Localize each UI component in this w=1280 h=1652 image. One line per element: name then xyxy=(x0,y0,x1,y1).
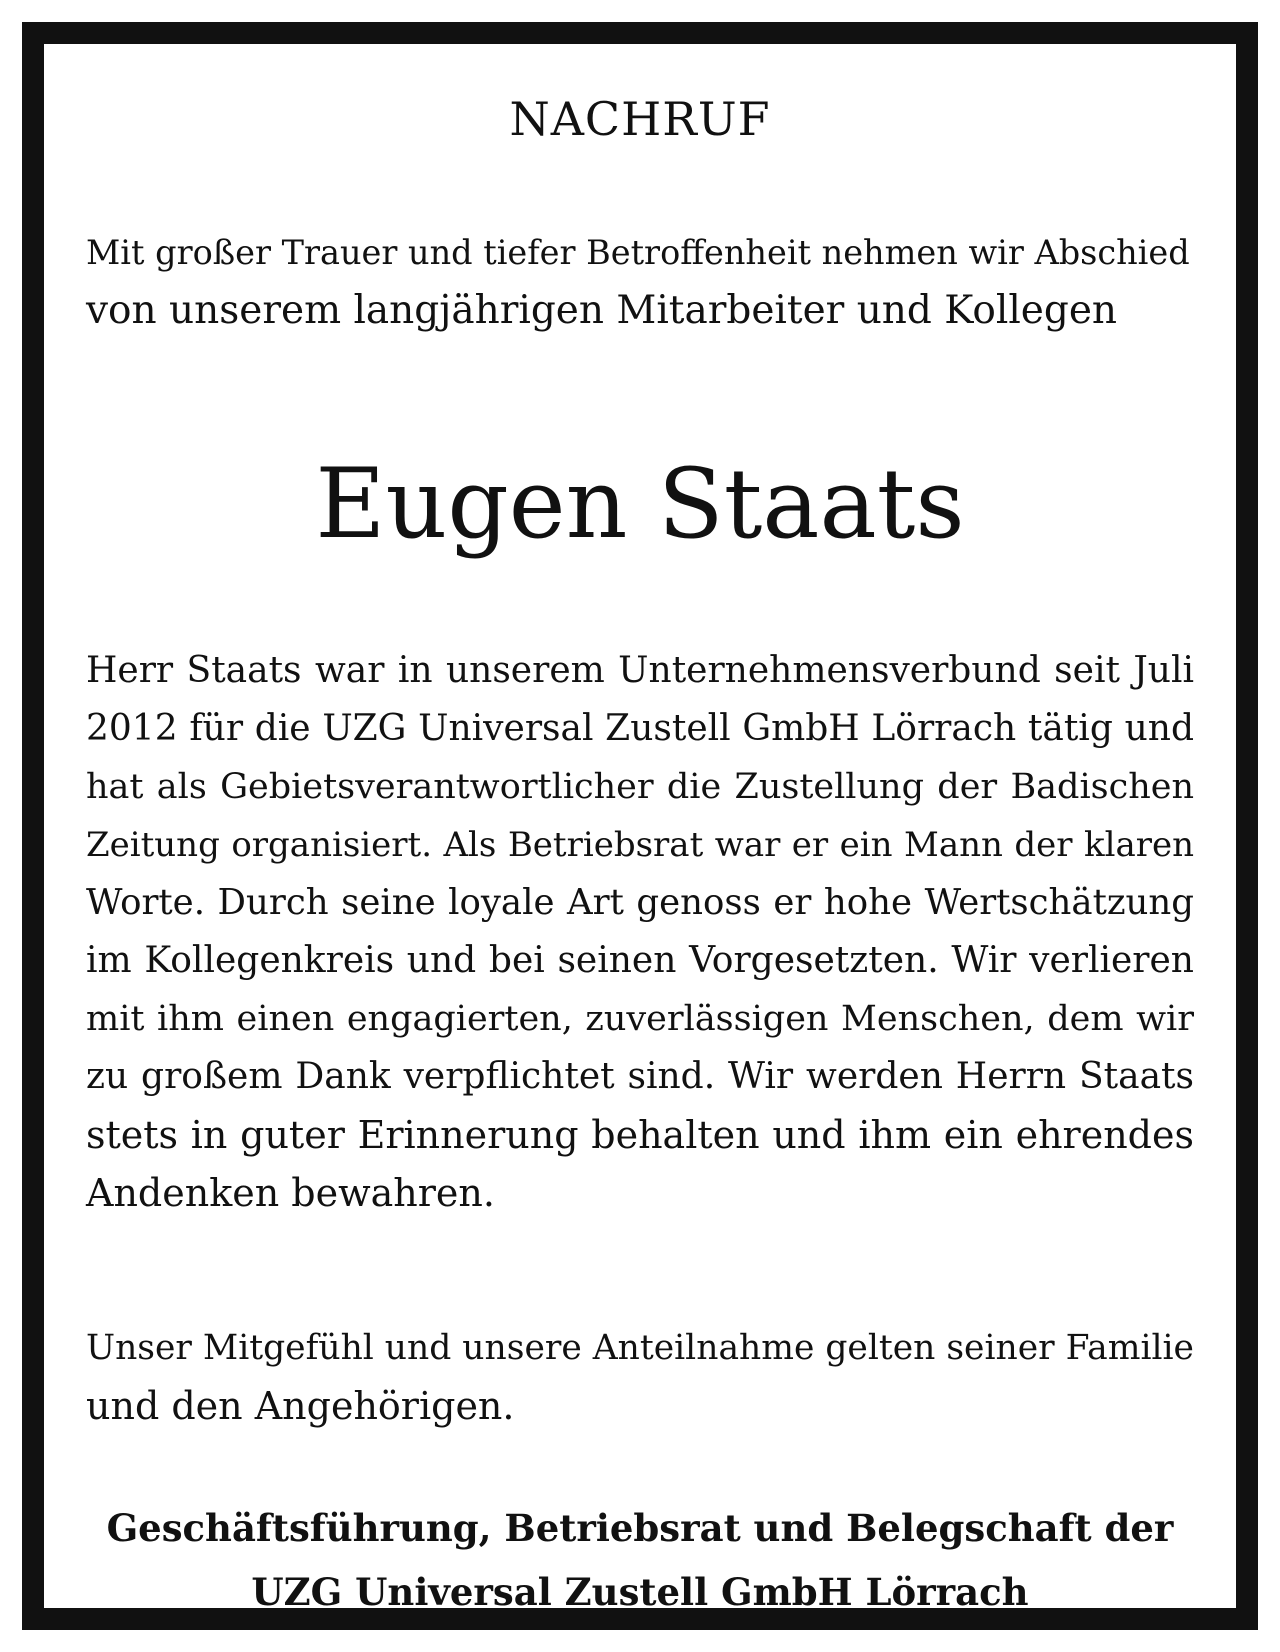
intro-paragraph xyxy=(86,224,1194,340)
tribute-line: im Kollegenkreis und bei seinen Vorgesetzten. Wir verlieren xyxy=(86,940,1194,981)
deceased-name: Eugen Staats xyxy=(315,448,965,560)
signature-line: UZG Universal Zustell GmbH Lörrach xyxy=(251,1570,1029,1614)
obituary-frame xyxy=(22,22,1258,1630)
intro-line: von unserem langjährigen Mitarbeiter und Kollegen xyxy=(86,288,1118,333)
tribute-paragraph xyxy=(86,642,1194,1222)
signature-line: Geschäftsführung, Betriebsrat und Belegschaft der xyxy=(106,1506,1174,1550)
tribute-line: zu großem Dank verpflichtet sind. Wir werden Herrn Staats xyxy=(86,1056,1194,1097)
condolence-line: Unser Mitgefühl und unsere Anteilnahme gelten seiner Familie xyxy=(86,1328,1194,1368)
signature-block xyxy=(86,1496,1194,1624)
intro-line: Mit großer Trauer und tiefer Betroffenheit nehmen wir Abschied xyxy=(86,233,1190,272)
obituary-heading: NACHRUF xyxy=(509,92,771,146)
tribute-line: Worte. Durch seine loyale Art genoss er hohe Wertschätzung xyxy=(86,882,1194,923)
condolence-line: und den Angehörigen. xyxy=(86,1384,515,1428)
tribute-line: Herr Staats war in unserem Unternehmensverbund seit Juli xyxy=(86,650,1194,691)
tribute-line: Andenken bewahren. xyxy=(86,1171,495,1215)
tribute-line: 2012 für die UZG Universal Zustell GmbH Lörrach tätig und xyxy=(86,708,1194,749)
tribute-line: stets in guter Erinnerung behalten und ihm ein ehrendes xyxy=(86,1113,1194,1157)
tribute-line: Zeitung organisiert. Als Betriebsrat war er ein Mann der klaren xyxy=(86,825,1194,865)
tribute-line: mit ihm einen engagierten, zuverlässigen Menschen, dem wir xyxy=(86,999,1194,1039)
obituary-content xyxy=(86,44,1194,1614)
condolence-paragraph xyxy=(86,1319,1194,1435)
tribute-line: hat als Gebietsverantwortlicher die Zustellung der Badischen xyxy=(86,767,1194,807)
